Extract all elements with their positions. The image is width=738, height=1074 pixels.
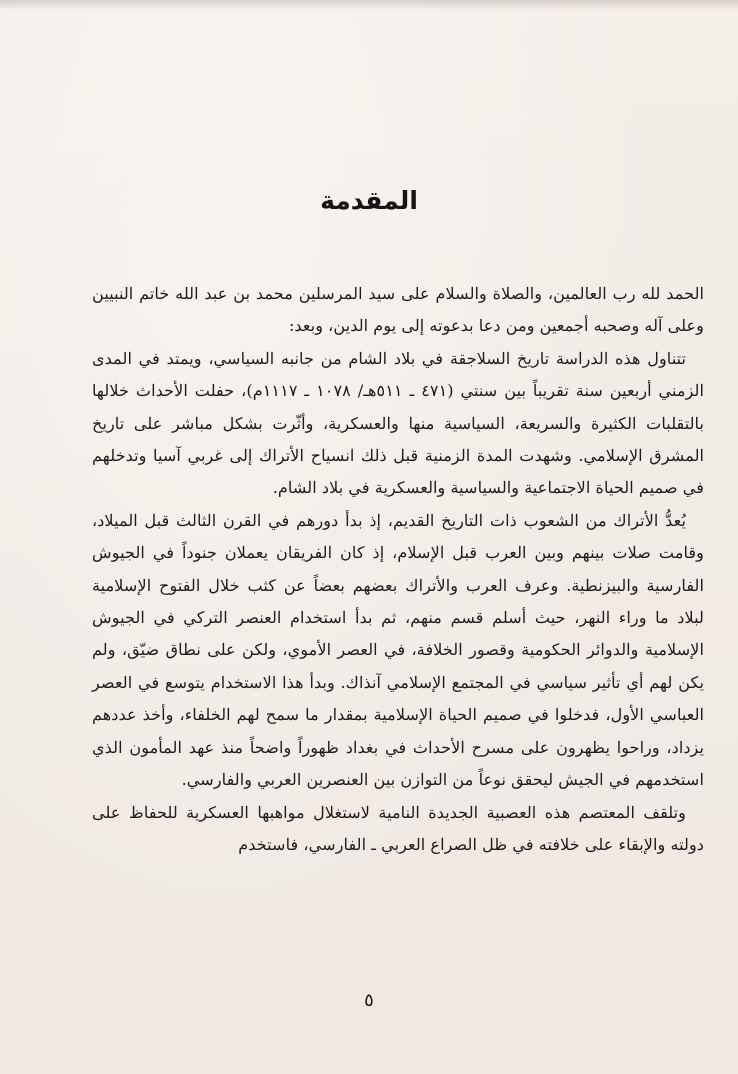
paragraph-turks-history: يُعدُّ الأتراك من الشعوب ذات التاريخ القديم، إذ بدأ دورهم في القرن الثالث قبل الميلاد، وقامت صلات بينهم وبين العرب قبل الإسلام، إذ كان الفريقان يعملان جنوداً في الجيوش الفارسية والبيزنطية. وعرف العرب والأتراك بعضهم بعضاً عن كثب خلال الفتوح الإسلامية لبلاد ما وراء النهر، حيث أسلم قسم منهم، ثم بدأ استخدام العنصر التركي في الجيوش الإسلامية والدوائر الحكومية وقصور الخلافة، في العصر الأموي، ولكن على نطاق ضيّق، ولم يكن لهم أي تأثير سياسي في المجتمع الإسلامي آنذاك. وبدأ هذا الاستخدام يتوسع في العصر العباسي الأول، فدخلوا في صميم الحياة الإسلامية بمقدار ما سمح لهم الخلفاء، وأخذ عددهم يزداد، وراحوا يظهرون على مسرح الأحداث في بغداد ظهوراً واضحاً منذ عهد المأمون الذي استخدمهم في الجيش ليحقق نوعاً من التوازن بين العنصرين العربي والفارسي.	[92, 510, 704, 790]
page-number: ٥	[364, 990, 374, 1011]
paragraph-study-scope: تتناول هذه الدراسة تاريخ السلاجقة في بلاد الشام من جانبه السياسي، ويمتد في المدى الزمني أربعين سنة تقريباً بين سنتي (٤٧١ ـ ٥١١هـ/ ١٠٧٨ ـ ١١١٧م)، حفلت الأحداث خلالها بالتقلبات الكثيرة والسريعة، السياسية منها والعسكرية، وأثّرت بشكل مباشر على تاريخ المشرق الإسلامي. وشهدت المدة الزمنية قبل ذلك انسياح الأتراك إلى غربي آسيا وتدخلهم في صميم الحياة الاجتماعية والسياسية والعسكرية في بلاد الشام.	[92, 348, 704, 498]
paragraph-opening: الحمد لله رب العالمين، والصلاة والسلام على سيد المرسلين محمد بن عبد الله خاتم النبيين وعلى آله وصحبه أجمعين ومن دعا بدعوته إلى يوم الدين، وبعد:	[92, 284, 704, 336]
paragraph-mutasim: وتلقف المعتصم هذه العصبية الجديدة النامية لاستغلال مواهبها العسكرية للحفاظ على دولته والإبقاء على خلافته في ظل الصراع العربي ـ الفارسي، فاستخدم	[92, 802, 704, 854]
body-text	[92, 278, 704, 861]
page-top-shadow	[0, 0, 738, 10]
chapter-heading: المقدمة	[320, 186, 418, 215]
